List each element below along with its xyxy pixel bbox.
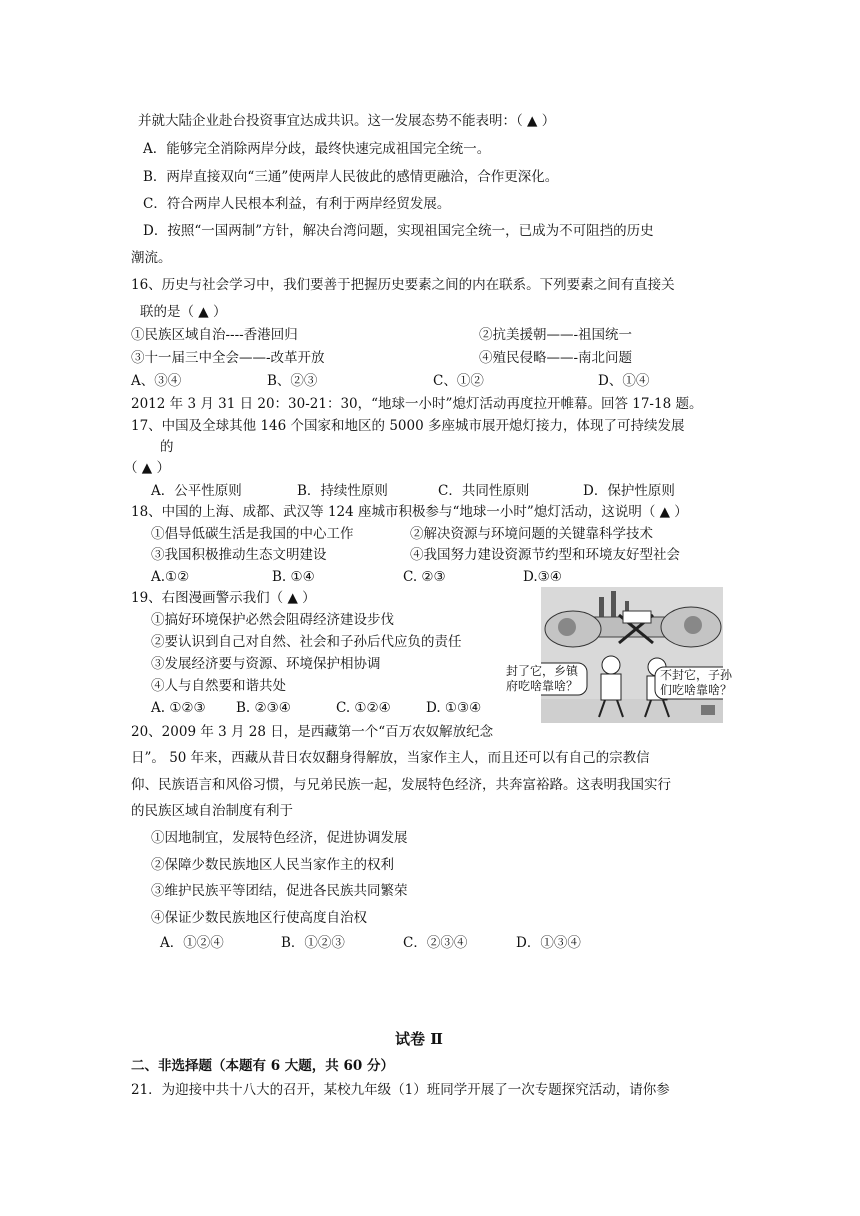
q16-choice-a: A、③④ (131, 373, 182, 389)
q19-choice-c: C. ①②④ (336, 700, 391, 716)
cartoon-left-bubble-line1: 封了它，乡镇 (506, 664, 579, 678)
q16-choice-c: C、①② (433, 373, 484, 389)
q18-choice-a: A.①② (151, 569, 190, 585)
q20-choice-c: C．②③④ (403, 935, 468, 951)
q19-item-4: ④人与自然要和谐共处 (151, 678, 286, 694)
q15-stem-tail: 并就大陆企业赴台投资事宜达成共识。这一发展态势不能表明：（ ▲ ） (138, 113, 556, 129)
q16-item-3: ③十一届三中全会——-改革开放 (131, 350, 325, 366)
q18-choice-b: B. ①④ (272, 569, 315, 585)
q17-stem-line2: 的 (160, 439, 174, 455)
cartoon-right-bubble-line1: 不封它，子孙 (660, 668, 733, 682)
q16-choice-d: D、①④ (598, 373, 650, 389)
q19-choice-b: B. ②③④ (236, 700, 291, 716)
q15-option-d: D．按照“一国两制”方针，解决台湾问题，实现祖国完全统一，已成为不可阻挡的历史 (143, 223, 654, 239)
q21-stem: 21．为迎接中共十八大的召开，某校九年级（1）班同学开展了一次专题探究活动，请你参 (131, 1082, 670, 1098)
paper2-title: 试卷 Ⅱ (395, 1030, 443, 1048)
q17-stem-line1: 17、中国及全球其他 146 个国家和地区的 5000 多座城市展开熄灯接力，体现了可持续发展 (131, 418, 685, 434)
cartoon-right-bubble-line2: 们吃啥靠啥？ (660, 683, 733, 697)
q16-item-4: ④殖民侵略——-南北问题 (479, 350, 633, 366)
q18-stem: 18、中国的上海、成都、武汉等 124 座城市积极参与“地球一小时”熄灯活动，这说明（ ▲ ） (131, 504, 688, 520)
q19-item-2: ②要认识到自己对自然、社会和子孙后代应负的责任 (151, 634, 462, 650)
q19-item-1: ①搞好环境保护必然会阻碍经济建设步伐 (151, 612, 394, 628)
q20-choice-d: D．①③④ (516, 935, 581, 951)
q16-item-1: ①民族区域自治----香港回归 (131, 327, 298, 343)
q20-line1: 20、2009 年 3 月 28 日，是西藏第一个“百万农奴解放纪念 (131, 724, 494, 740)
q18-item-3: ③我国积极推动生态文明建设 (151, 547, 327, 563)
q15-option-d-cont: 潮流。 (131, 250, 172, 266)
q18-item-4: ④我国努力建设资源节约型和环境友好型社会 (410, 547, 680, 563)
q16-item-2: ②抗美援朝——-祖国统一 (479, 327, 633, 343)
q17-choice-a: A．公平性原则 (151, 483, 242, 499)
q15-option-b: B．两岸直接双向“三通”使两岸人民彼此的感情更融洽，合作更深化。 (143, 169, 559, 185)
q20-line4: 的民族区域自治制度有利于 (131, 803, 293, 819)
q20-choice-b: B．①②③ (281, 935, 345, 951)
q20-choice-a: A．①②④ (160, 935, 224, 951)
q19-choice-a: A. ①②③ (151, 700, 206, 716)
q16-choice-b: B、②③ (267, 373, 318, 389)
q20-item-4: ④保证少数民族地区行使高度自治权 (151, 910, 367, 926)
q20-item-1: ①因地制宜，发展特色经济，促进协调发展 (151, 830, 408, 846)
q20-line3: 仰、民族语言和风俗习惯，与兄弟民族一起，发展特色经济，共奔富裕路。这表明我国实行 (131, 777, 671, 793)
q18-item-1: ①倡导低碳生活是我国的中心工作 (151, 526, 354, 542)
q20-item-2: ②保障少数民族地区人民当家作主的权利 (151, 857, 394, 873)
q15-option-a: A．能够完全消除两岸分歧，最终快速完成祖国完全统一。 (143, 141, 491, 157)
cartoon-left-bubble-line2: 府吃啥靠啥？ (506, 679, 579, 693)
q16-stem-line2: 联的是（ ▲ ） (140, 304, 227, 320)
q19-item-3: ③发展经济要与资源、环境保护相协调 (151, 656, 381, 672)
q15-option-c: C．符合两岸人民根本利益，有利于两岸经贸发展。 (143, 196, 451, 212)
section-heading: 二、非选择题（本题有 6 大题，共 60 分） (131, 1058, 394, 1074)
q16-stem-line1: 16、历史与社会学习中，我们要善于把握历史要素之间的内在联系。下列要素之间有直接关 (131, 277, 675, 293)
q18-choice-c: C. ②③ (403, 569, 446, 585)
q17-choice-d: D．保护性原则 (583, 483, 675, 499)
q20-line2: 日”。 50 年来，西藏从昔日农奴翻身得解放，当家作主人，而且还可以有自己的宗教信 (131, 750, 650, 766)
q18-item-2: ②解决资源与环境问题的关键靠科学技术 (410, 526, 653, 542)
q20-item-3: ③维护民族平等团结，促进各民族共同繁荣 (151, 883, 408, 899)
q17-bracket: （ ▲ ） (124, 460, 170, 476)
intro-17-18: 2012 年 3 月 31 日 20：30-21：30，“地球一小时”熄灯活动再度拉开帷幕。回答 17-18 题。 (131, 396, 703, 412)
q17-choice-b: B．持续性原则 (297, 483, 388, 499)
q18-choice-d: D.③④ (523, 569, 562, 585)
q17-choice-c: C．共同性原则 (438, 483, 530, 499)
q19-choice-d: D. ①③④ (426, 700, 482, 716)
q19-stem: 19、右图漫画警示我们（ ▲ ） (131, 590, 316, 606)
cartoon-image (541, 587, 723, 723)
